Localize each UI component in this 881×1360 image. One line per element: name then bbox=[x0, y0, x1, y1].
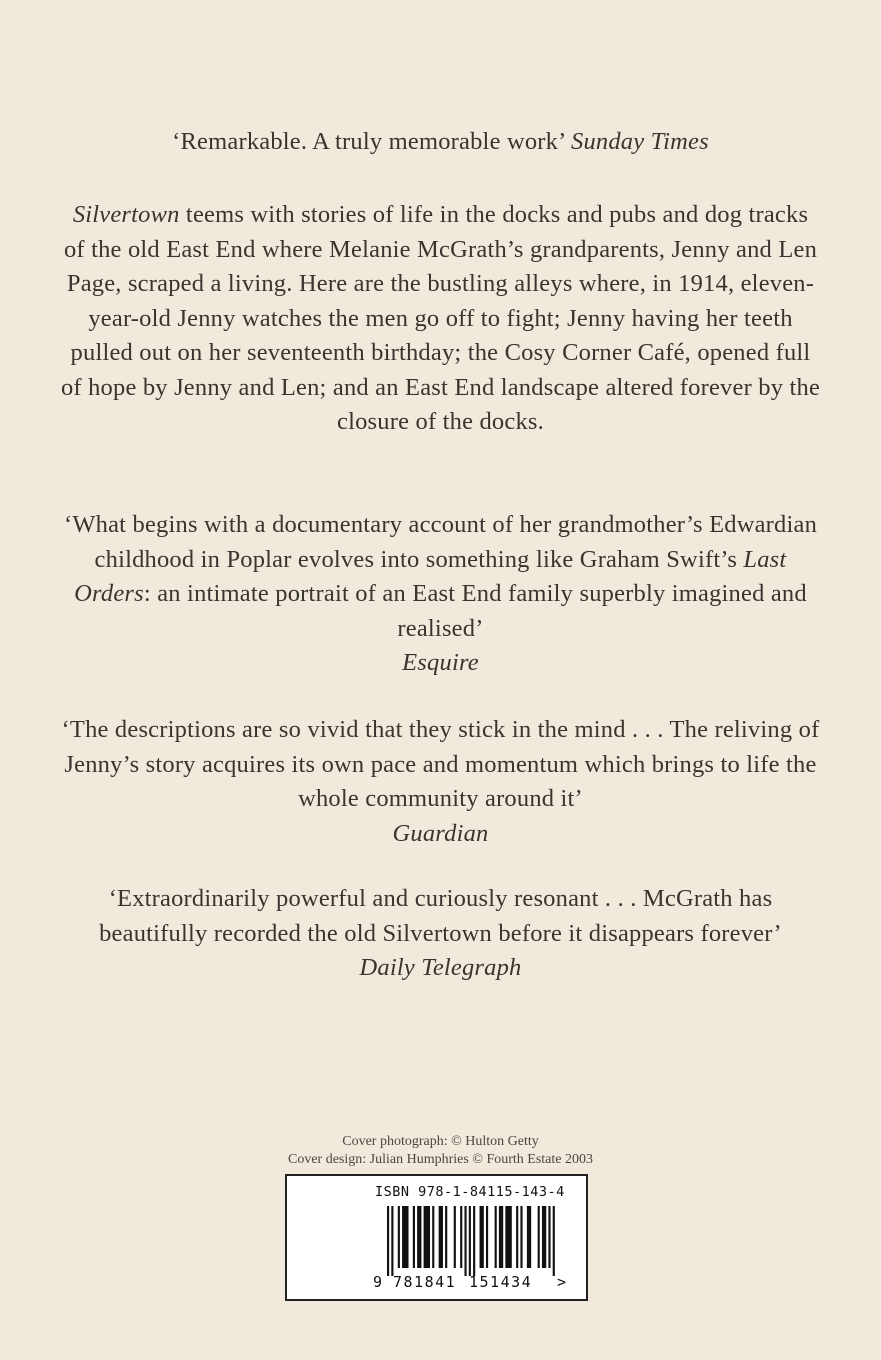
quote-text-part: : an intimate portrait of an East End family superbly imagined and realised’ bbox=[143, 580, 807, 642]
barcode-bar bbox=[542, 1206, 546, 1268]
barcode-bar bbox=[402, 1206, 408, 1268]
quote-source: Guardian bbox=[392, 819, 489, 847]
barcode-bar bbox=[480, 1206, 484, 1268]
barcode-bar bbox=[445, 1206, 447, 1268]
barcode-bar bbox=[460, 1206, 462, 1268]
barcode-bar bbox=[538, 1206, 540, 1268]
barcode-guard-bar bbox=[469, 1206, 471, 1276]
cover-credits bbox=[0, 1133, 881, 1169]
barcode-bars bbox=[387, 1206, 557, 1276]
barcode-bar bbox=[548, 1206, 550, 1268]
barcode-bar bbox=[505, 1206, 511, 1268]
quote-source: Daily Telegraph bbox=[359, 954, 522, 981]
quote-text: ‘Extraordinarily powerful and curiously resonant . . . McGrath has beautifully recorded the old Silvertown before it disappears forever’ bbox=[99, 885, 782, 947]
barcode-bar bbox=[417, 1206, 421, 1268]
barcode-guard-bar bbox=[387, 1206, 389, 1276]
blurb-book-title: Silvertown bbox=[72, 201, 180, 228]
barcode-guard-bar bbox=[553, 1206, 555, 1276]
barcode-bar bbox=[520, 1206, 522, 1268]
isbn-label: ISBN 978-1-84115-143-4 bbox=[375, 1184, 565, 1200]
headline-quote-source: Sunday Times bbox=[571, 128, 709, 155]
barcode-bar bbox=[398, 1206, 400, 1268]
barcode-guard-bar bbox=[464, 1206, 466, 1276]
design-credit: Cover design: Julian Humphries © Fourth Estate 2003 bbox=[288, 1152, 593, 1167]
barcode-bar bbox=[499, 1206, 503, 1268]
barcode-bar bbox=[454, 1206, 456, 1268]
barcode-bar bbox=[527, 1206, 531, 1268]
barcode-bar bbox=[495, 1206, 497, 1268]
quote-italic-title: Last Orders bbox=[74, 545, 787, 607]
quote-text: ‘The descriptions are so vivid that they stick in the mind . . . The reliving of Jenny’s story acquires its own pace and momentum which brings to life the whole community around it’ bbox=[61, 716, 820, 812]
barcode-digits-left: 781841 bbox=[393, 1273, 457, 1291]
blurb-text: teems with stories of life in the docks and pubs and dog tracks of the old East End where Melanie McGrath’s grandparents, Jenny and Len Page, scraped a living. Here are the bustling alleys where, in 1914, eleven-year-old Jenny watches the men go off to fight; Jenny having her teeth pulled out on her seventeenth birthday; the Cosy Corner Café, opened full of hope by Jenny and Len; and an East End landscape altered forever by the closure of the docks. bbox=[60, 201, 821, 435]
barcode-bar bbox=[432, 1206, 434, 1268]
quote-text-part: ‘What begins with a documentary account of her grandmother’s Edwardian childhood in Poplar evolves into something like Graham Swift’s bbox=[63, 511, 818, 573]
review-quote-esquire bbox=[60, 508, 821, 681]
book-blurb bbox=[60, 198, 821, 440]
headline-quote bbox=[60, 125, 821, 160]
barcode-bar bbox=[413, 1206, 415, 1268]
barcode-digits-right: 151434 bbox=[469, 1273, 533, 1291]
barcode-digit-first: 9 bbox=[373, 1273, 383, 1291]
review-quote-telegraph bbox=[60, 882, 821, 986]
barcode-quiet-zone-mark: > bbox=[557, 1273, 567, 1291]
isbn-barcode-box bbox=[285, 1174, 588, 1301]
headline-quote-text: ‘Remarkable. A truly memorable work’ bbox=[172, 128, 565, 155]
review-quote-guardian bbox=[60, 713, 821, 851]
quote-source: Esquire bbox=[402, 649, 479, 676]
barcode-guard-bar bbox=[391, 1206, 393, 1276]
barcode-guard-bar bbox=[473, 1206, 475, 1276]
barcode-bar bbox=[439, 1206, 443, 1268]
photo-credit: Cover photograph: © Hulton Getty bbox=[342, 1134, 539, 1149]
barcode-bar bbox=[424, 1206, 430, 1268]
barcode-bar bbox=[486, 1206, 488, 1268]
barcode-bar bbox=[516, 1206, 518, 1268]
